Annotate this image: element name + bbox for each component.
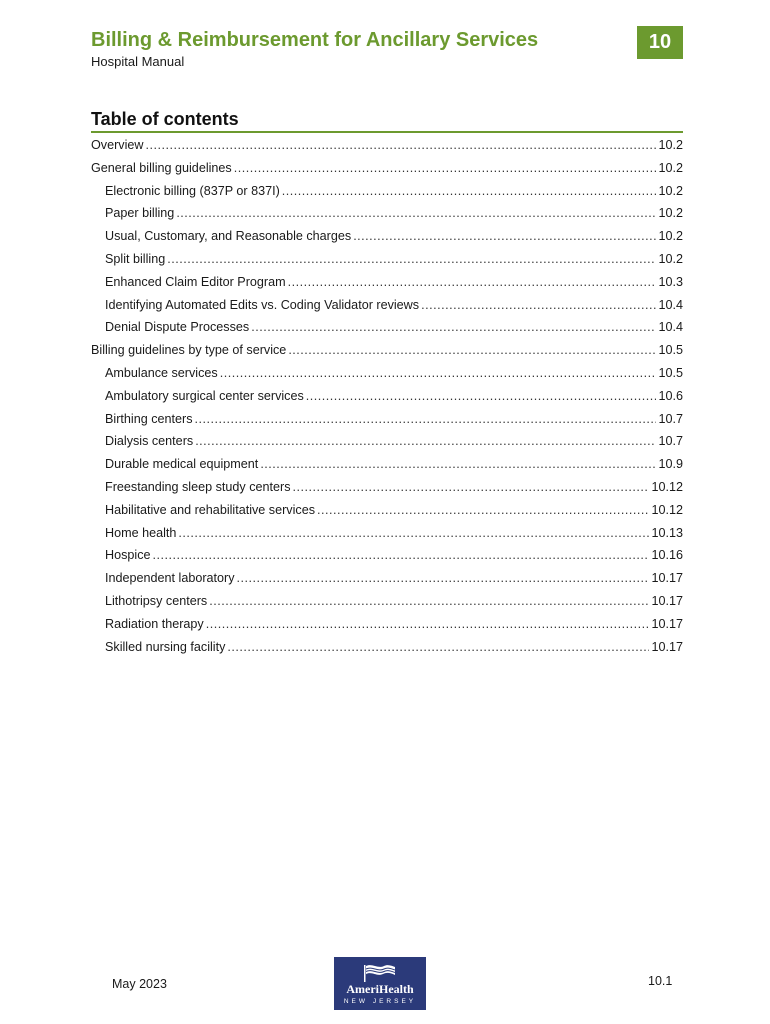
- toc-entry-label: Freestanding sleep study centers: [105, 479, 291, 494]
- toc-entry-page: 10.5: [658, 343, 683, 358]
- toc-entry[interactable]: [91, 206, 683, 229]
- toc-entry[interactable]: [91, 548, 683, 571]
- toc-entry-page: 10.5: [658, 365, 683, 380]
- logo-wordmark: AmeriHealth: [346, 982, 414, 996]
- logo-region: NEW JERSEY: [343, 998, 417, 1005]
- toc-entry-label: Billing guidelines by type of service: [91, 343, 287, 358]
- toc-entry-page: 10.4: [658, 320, 683, 335]
- document-title: Billing & Reimbursement for Ancillary Services: [91, 29, 539, 51]
- toc-leader-dots: [234, 161, 657, 175]
- toc-leader-dots: [353, 229, 656, 243]
- toc-entry[interactable]: [91, 320, 683, 343]
- toc-leader-dots: [178, 526, 649, 540]
- flag-icon: [362, 963, 398, 983]
- toc-entry-page: 10.13: [651, 525, 683, 540]
- toc-entry[interactable]: [91, 571, 683, 594]
- amerihealth-logo: [334, 957, 426, 1010]
- toc-entry[interactable]: [91, 526, 683, 549]
- toc-entry-label: Lithotripsy centers: [105, 593, 208, 608]
- document-subtitle: Hospital Manual: [91, 54, 185, 69]
- toc-entry-label: Identifying Automated Edits vs. Coding Validator reviews: [105, 297, 420, 312]
- toc-entry-label: Radiation therapy: [105, 616, 204, 631]
- footer-page-number: 10.1: [648, 974, 673, 988]
- toc-entry-label: Denial Dispute Processes: [105, 320, 250, 335]
- toc-entry-page: 10.2: [658, 229, 683, 244]
- toc-entry[interactable]: [91, 640, 683, 663]
- toc-entry-page: 10.2: [658, 160, 683, 175]
- toc-entry[interactable]: [91, 229, 683, 252]
- toc-leader-dots: [176, 206, 656, 220]
- toc-entry-page: 10.3: [658, 274, 683, 289]
- toc-entry-label: Habilitative and rehabilitative services: [105, 502, 315, 517]
- toc-entry-page: 10.17: [651, 616, 683, 631]
- toc-entry[interactable]: [91, 457, 683, 480]
- toc-entry-label: General billing guidelines: [91, 160, 232, 175]
- toc-leader-dots: [282, 184, 657, 198]
- toc-entry-label: Overview: [91, 138, 144, 152]
- toc-entry-page: 10.12: [651, 479, 683, 494]
- toc-entry[interactable]: [91, 412, 683, 435]
- toc-entry-page: 10.2: [658, 251, 683, 266]
- toc-leader-dots: [288, 275, 657, 289]
- toc-entry-page: 10.2: [658, 183, 683, 198]
- footer-date: May 2023: [112, 977, 167, 991]
- toc-entry-label: Ambulance services: [105, 365, 218, 380]
- toc-entry-page: 10.7: [658, 434, 683, 449]
- toc-entry-label: Birthing centers: [105, 411, 193, 426]
- toc-entry-page: 10.6: [658, 388, 683, 403]
- toc-heading: Table of contents: [91, 109, 239, 129]
- toc-leader-dots: [288, 343, 656, 357]
- toc-entry[interactable]: [91, 343, 683, 366]
- toc-entry-page: 10.17: [651, 593, 683, 608]
- toc-leader-dots: [167, 252, 656, 266]
- toc-entry[interactable]: [91, 389, 683, 412]
- toc-entry-page: 10.2: [658, 206, 683, 221]
- toc-entry[interactable]: [91, 184, 683, 207]
- toc-entry[interactable]: [91, 138, 683, 161]
- toc-entry[interactable]: [91, 480, 683, 503]
- toc-leader-dots: [227, 640, 649, 654]
- toc-leader-dots: [206, 617, 650, 631]
- toc-leader-dots: [317, 503, 649, 517]
- toc-entry-page: 10.7: [658, 411, 683, 426]
- toc-leader-dots: [195, 412, 657, 426]
- toc-leader-dots: [421, 298, 656, 312]
- toc-entry-page: 10.9: [658, 457, 683, 472]
- toc-entry-label: Split billing: [105, 251, 166, 266]
- toc-entry-label: Paper billing: [105, 206, 175, 221]
- toc-entry[interactable]: [91, 617, 683, 640]
- toc-leader-dots: [220, 366, 657, 380]
- toc-entry-label: Hospice: [105, 548, 151, 563]
- toc-entry-page: 10.2: [658, 138, 683, 152]
- toc-entry-page: 10.12: [651, 502, 683, 517]
- toc-entry-label: Durable medical equipment: [105, 457, 259, 472]
- toc-entry[interactable]: [91, 161, 683, 184]
- toc-leader-dots: [260, 457, 656, 471]
- toc-entry-label: Enhanced Claim Editor Program: [105, 274, 286, 289]
- toc-entry-page: 10.17: [651, 571, 683, 586]
- toc-entry[interactable]: [91, 434, 683, 457]
- toc-entry[interactable]: [91, 298, 683, 321]
- toc-entry-page: 10.17: [651, 639, 683, 654]
- toc-entry-label: Independent laboratory: [105, 571, 235, 586]
- toc-entry-page: 10.4: [658, 297, 683, 312]
- toc-entry-label: Skilled nursing facility: [105, 639, 226, 654]
- toc-leader-dots: [293, 480, 650, 494]
- table-of-contents: [91, 138, 683, 662]
- toc-leader-dots: [195, 434, 656, 448]
- toc-entry[interactable]: [91, 366, 683, 389]
- toc-leader-dots: [306, 389, 657, 403]
- toc-entry[interactable]: [91, 594, 683, 617]
- toc-divider: [91, 131, 683, 133]
- chapter-badge: 10: [637, 26, 683, 59]
- toc-entry-label: Home health: [105, 525, 177, 540]
- toc-entry-label: Usual, Customary, and Reasonable charges: [105, 229, 352, 244]
- toc-entry[interactable]: [91, 252, 683, 275]
- toc-leader-dots: [153, 548, 650, 562]
- toc-entry-label: Electronic billing (837P or 837I): [105, 183, 280, 198]
- toc-entry-label: Ambulatory surgical center services: [105, 388, 304, 403]
- toc-entry[interactable]: [91, 275, 683, 298]
- toc-entry-page: 10.16: [651, 548, 683, 563]
- toc-entry[interactable]: [91, 503, 683, 526]
- toc-leader-dots: [145, 138, 656, 152]
- toc-leader-dots: [251, 320, 656, 334]
- toc-leader-dots: [237, 571, 650, 585]
- toc-entry-label: Dialysis centers: [105, 434, 194, 449]
- toc-leader-dots: [209, 594, 649, 608]
